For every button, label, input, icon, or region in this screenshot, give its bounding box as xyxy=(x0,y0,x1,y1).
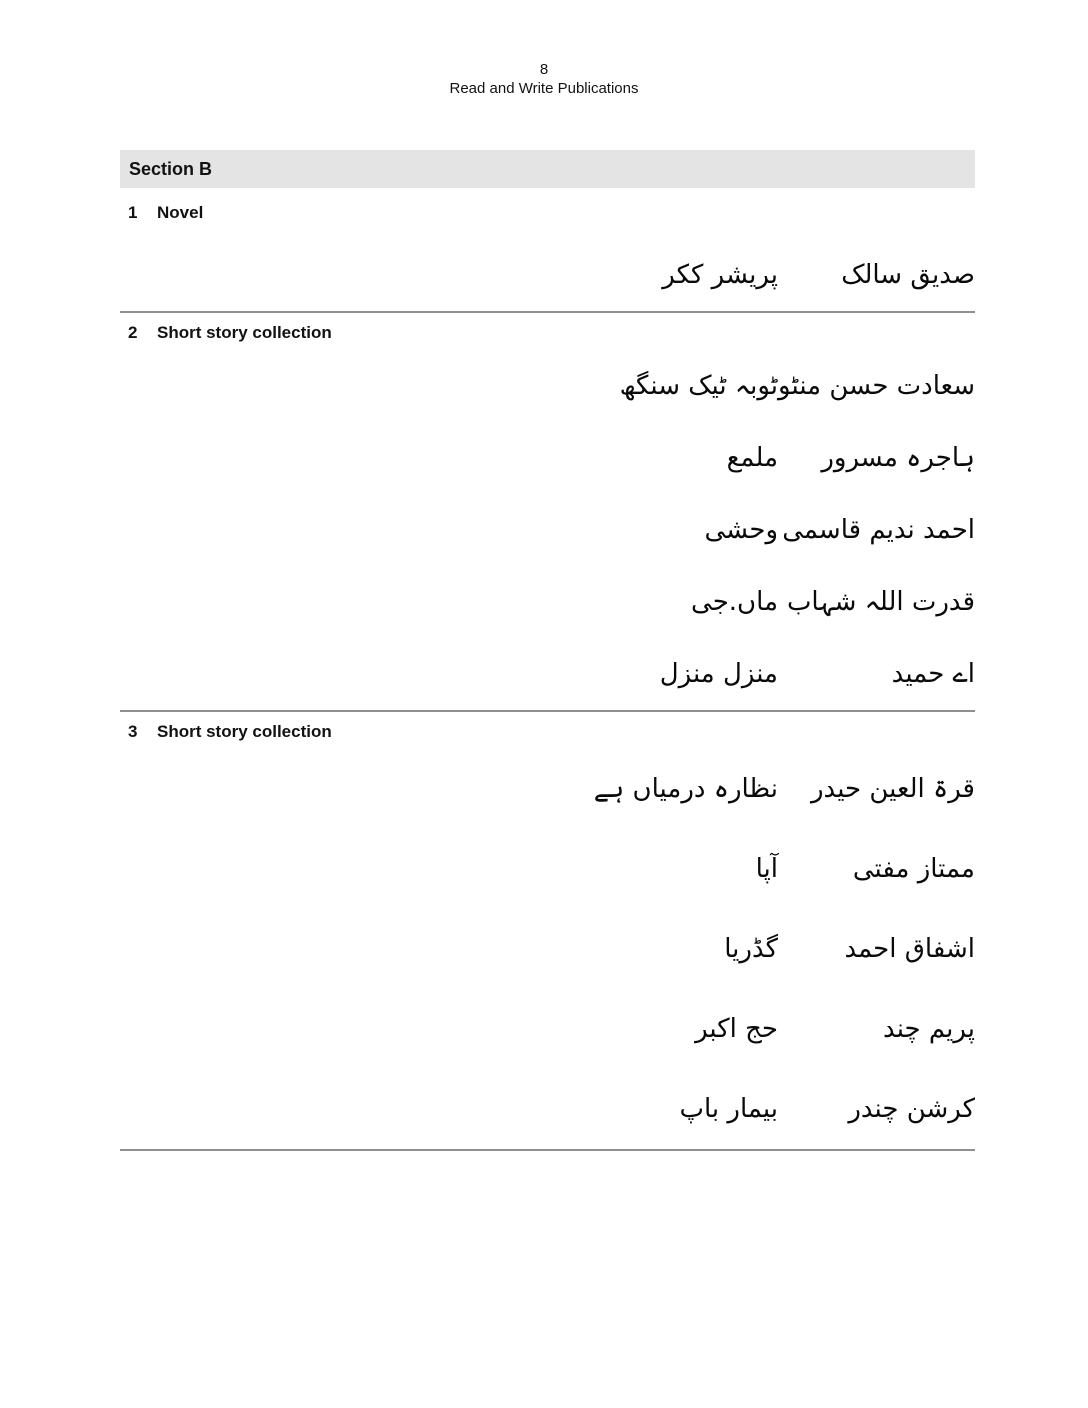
section-1-heading xyxy=(120,202,975,223)
author-name: اے حمید xyxy=(891,659,975,689)
work-title: حج اکبر xyxy=(695,1014,778,1044)
section-1-rows xyxy=(120,245,975,305)
entry-row xyxy=(120,350,975,422)
work-title: ماں.جی xyxy=(691,587,778,617)
work-title: گڈریا xyxy=(724,934,778,964)
entry-row xyxy=(120,245,975,305)
entry-row xyxy=(120,566,975,638)
divider xyxy=(120,710,975,712)
author-name: پریم چند xyxy=(883,1014,975,1044)
section-3-rows xyxy=(120,749,975,1149)
section-b-label: Section B xyxy=(129,159,213,179)
work-title: آپا xyxy=(755,854,778,884)
work-title: نظارہ درمیاں ہے xyxy=(593,774,778,804)
page-content xyxy=(120,150,975,1151)
section-3-heading xyxy=(120,721,975,742)
entry-row xyxy=(120,422,975,494)
author-name: ہاجرہ مسرور xyxy=(821,443,975,473)
work-title: بیمار باپ xyxy=(679,1094,778,1124)
section-3-title: Short story collection xyxy=(157,722,332,741)
work-title: وحشی xyxy=(704,515,778,545)
entry-row xyxy=(120,749,975,829)
section-2-number: 2 xyxy=(128,323,138,342)
page-header xyxy=(0,0,1088,98)
author-name: سعادت حسن منٹو xyxy=(778,371,975,401)
section-2-heading xyxy=(120,322,975,343)
section-1-number: 1 xyxy=(128,203,138,222)
author-name: کرشن چندر xyxy=(848,1094,975,1124)
publisher-name: Read and Write Publications xyxy=(449,80,639,97)
divider xyxy=(120,311,975,313)
entry-row xyxy=(120,909,975,989)
divider xyxy=(120,1149,975,1151)
work-title: ٹوبہ ٹیک سنگھ xyxy=(619,371,778,401)
section-3-number: 3 xyxy=(128,722,138,741)
author-name: قرۃ العین حیدر xyxy=(811,774,975,804)
entry-row xyxy=(120,1069,975,1149)
work-title: ملمع xyxy=(726,443,778,473)
section-b-band xyxy=(120,150,975,188)
page-number: 8 xyxy=(539,61,549,78)
author-name: قدرت اللہ شہاب xyxy=(786,587,975,617)
author-name: اشفاق احمد xyxy=(844,934,975,964)
work-title: منزل منزل xyxy=(659,659,778,689)
author-name: صدیق سالک xyxy=(841,260,975,290)
work-title: پریشر ککر xyxy=(662,260,778,290)
section-2-title: Short story collection xyxy=(157,323,332,342)
entry-row xyxy=(120,638,975,710)
entry-row xyxy=(120,494,975,566)
author-name: احمد ندیم قاسمی xyxy=(782,515,975,545)
entry-row xyxy=(120,989,975,1069)
entry-row xyxy=(120,829,975,909)
author-name: ممتاز مفتی xyxy=(852,854,975,884)
section-2-rows xyxy=(120,350,975,710)
section-1-title: Novel xyxy=(157,203,204,222)
